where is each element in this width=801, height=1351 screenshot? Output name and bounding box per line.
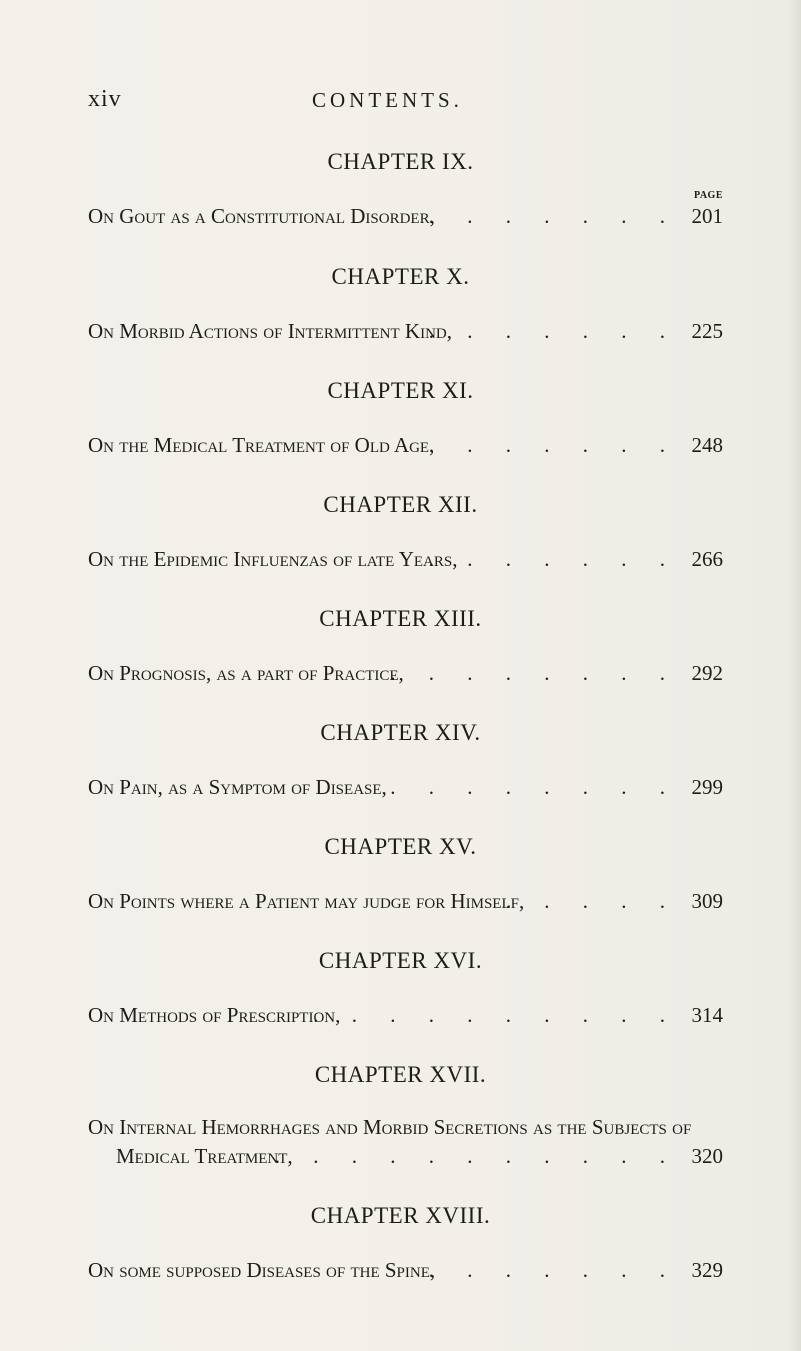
toc-page-number: 329: [691, 1258, 723, 1282]
page-edge-shadow: [787, 0, 801, 1351]
toc-page-number: 266: [691, 547, 723, 571]
toc-page-number: 292: [691, 661, 723, 685]
chapter-heading: CHAPTER XIII.: [319, 606, 482, 631]
toc-entry-title: On Gout as a Constitutional Disorder,: [88, 204, 435, 228]
dot-leader: . . . . . . . . . .: [313, 1003, 679, 1027]
toc-entry[interactable]: [88, 774, 723, 800]
toc-page-number: 309: [691, 889, 723, 913]
dot-leader: . . . . . . . .: [390, 775, 679, 799]
chapter-heading: CHAPTER XVIII.: [310, 1203, 491, 1228]
dot-leader: . . . . . . .: [428, 319, 679, 343]
running-head: [88, 86, 728, 116]
toc-entry-title: On Pain, as a Symptom of Disease,: [88, 775, 387, 799]
toc-page-number: 248: [691, 433, 723, 457]
dot-leader: . . . . . . .: [428, 433, 679, 457]
toc-entry-title-continued: Medical Treatment,: [116, 1144, 293, 1168]
toc-entry[interactable]: [88, 1002, 723, 1028]
toc-entry[interactable]: [88, 318, 723, 344]
running-head-title: CONTENTS.: [312, 88, 463, 112]
toc-page-number: 201: [691, 204, 723, 228]
dot-leader: . . . . .: [505, 889, 679, 913]
toc-entry[interactable]: [88, 888, 723, 914]
toc-entry-first-line[interactable]: [88, 1114, 723, 1140]
toc-entry-title: On Points where a Patient may judge for Himself,: [88, 889, 525, 913]
toc-page-number: 314: [691, 1003, 723, 1027]
chapter-heading: CHAPTER XI.: [327, 378, 474, 403]
toc-entry[interactable]: [88, 546, 723, 572]
chapter-heading: CHAPTER XIV.: [320, 720, 481, 745]
toc-entry-title: On Morbid Actions of Intermittent Kind,: [88, 319, 452, 343]
dot-leader: . . . . . . .: [428, 547, 679, 571]
dot-leader: . . . . . . . .: [390, 661, 679, 685]
page-column-label: PAGE: [693, 190, 723, 201]
toc-entry-title: On the Medical Treatment of Old Age,: [88, 433, 435, 457]
toc-entry[interactable]: [88, 1257, 723, 1283]
chapter-heading: CHAPTER X.: [331, 264, 470, 289]
toc-entry[interactable]: [88, 660, 723, 686]
chapter-heading: CHAPTER XV.: [324, 834, 477, 859]
toc-entry-title: On Methods of Prescription,: [88, 1003, 341, 1027]
toc-entry[interactable]: [88, 432, 723, 458]
chapter-heading: CHAPTER XVI.: [318, 948, 483, 973]
toc-entry-title: On Internal Hemorrhages and Morbid Secretions as the Subjects of: [88, 1115, 692, 1139]
chapter-heading: CHAPTER IX.: [327, 149, 474, 174]
toc-page-number: 225: [691, 319, 723, 343]
chapter-heading: CHAPTER XVII.: [314, 1062, 487, 1087]
toc-entry[interactable]: [88, 203, 723, 229]
dot-leader: . . . . . . . . . . .: [274, 1144, 679, 1168]
toc-page-number: 320: [691, 1144, 723, 1168]
toc-page-number: 299: [691, 775, 723, 799]
toc-entry-title: On Prognosis, as a part of Practice,: [88, 661, 404, 685]
toc-entry-title: On the Epidemic Influenzas of late Years,: [88, 547, 458, 571]
dot-leader: . . . . . . .: [428, 1258, 679, 1282]
page-number: xiv: [88, 86, 122, 112]
toc-entry[interactable]: [116, 1143, 723, 1169]
toc-entry-title: On some supposed Diseases of the Spine,: [88, 1258, 436, 1282]
chapter-heading: CHAPTER XII.: [323, 492, 478, 517]
dot-leader: . . . . . . .: [428, 204, 679, 228]
